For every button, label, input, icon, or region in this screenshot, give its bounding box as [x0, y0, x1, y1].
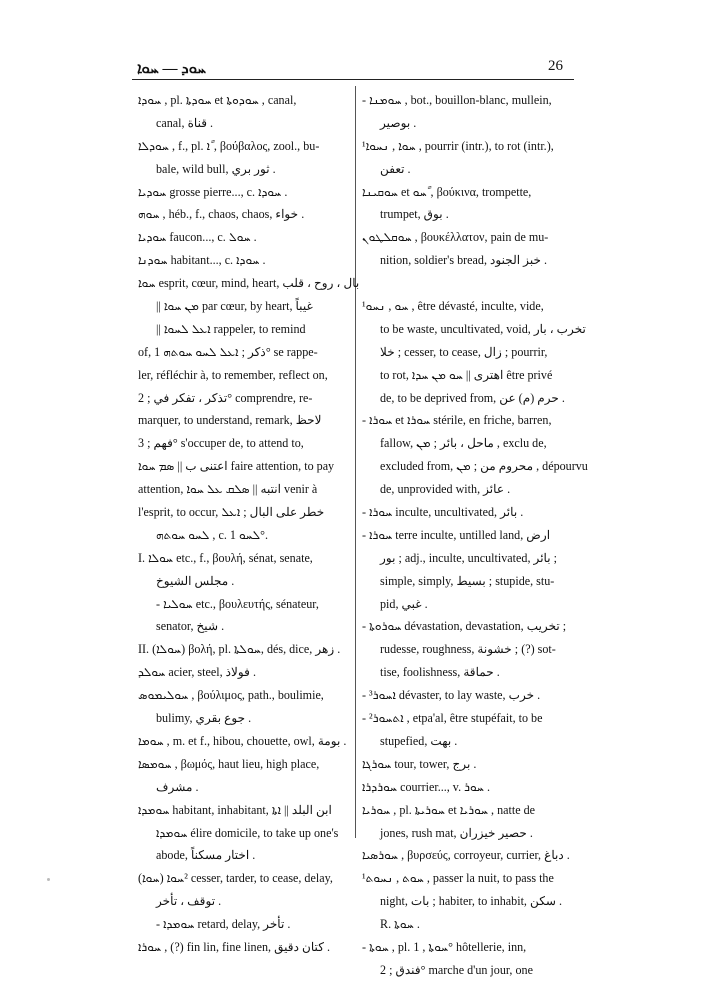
- entry-line: - ܚܘܪܐ terre inculte, untilled land, ارض: [362, 527, 551, 542]
- entry-line: ܚܘܕܢܐ habitant..., c. ܚܘܕܐ .: [138, 253, 266, 268]
- entry-line: ܚܘܠܝܡܘܣ , βούλιμος, path., boulimie,: [138, 688, 324, 703]
- entry-line: attention, انتبه || ܣܠܩ ܥܠ ܚܘܐ venir à: [138, 482, 318, 497]
- running-head: ܚܘܕ — ܚܘܐ: [137, 61, 206, 77]
- entry-line: night, بات ; habiter, to inhabit, سكن .: [380, 894, 563, 909]
- entry-line: ¹ܚܘܬ , ܢܚܘܬ , passer la nuit, to pass the: [362, 871, 554, 886]
- entry-line: bulimy, جوع بقري .: [156, 711, 252, 726]
- entry-line: to rot, اهترى || ܚܘ ܡܢ ܚܕܐ être privé: [380, 367, 553, 382]
- entry-line: fallow, ماحل ، بائر ; ܡܢ , exclu de,: [380, 436, 547, 451]
- entry-line: ܚܘܡܐ , m. et f., hibou, chouette, owl, بومة .: [138, 733, 347, 748]
- entry-line: بور ; adj., inculte, uncultivated, بائر ;: [380, 550, 557, 565]
- entry-line: ܚܘܗ , héb., f., chaos, chaos, خواء .: [138, 207, 305, 222]
- entry-line: ܚܘܪܕܪܐ courrier..., v. ܚܘܪ .: [362, 779, 490, 794]
- entry-line: ܚܘܡܣܐ , βωμός, haut lieu, high place,: [138, 756, 320, 771]
- right-column: [362, 89, 588, 982]
- entry-line: de, to be deprived from, حرم (م) عن .: [380, 390, 565, 405]
- entry-line: de, unprovided with, عائز .: [380, 482, 511, 497]
- entry-line: || ܐܥܠ ܠܚܘܐ rappeler, to remind: [156, 321, 306, 336]
- entry-line: excluded from, محروم من ; ܡܢ , dépourvu: [380, 459, 588, 474]
- entry-line: ܚܘܪܣܝܐ , βυρσεύς, corroyeur, currier, دباغ .: [362, 848, 570, 863]
- entry-line: ler, réfléchir à, to remember, reflect on,: [138, 367, 328, 382]
- entry-line: to be waste, uncultivated, void, تخرب ، بار: [380, 321, 586, 336]
- entry-line: ܚܘܩܠܛܘܢ , βουκέλλατον, pain de mu-: [362, 230, 549, 245]
- entry-line: trumpet, بوق .: [380, 207, 449, 222]
- entry-line: ¹ܚܘܐ , ܢܚܘܐ , pourrir (intr.), to rot (intr.),: [362, 138, 554, 153]
- entry-line: ܚܘܩܝܢܐ et ܚܘ ً, βούκινα, trompette,: [362, 184, 532, 199]
- entry-line: - ²ܐܬܚܘܪ , etpa'al, être stupéfait, to be: [362, 711, 543, 726]
- entry-line: ܚܘܕܐ , pl. ܚܘܕܬܐ et ܚܘܕܘܬܐ , canal,: [138, 93, 297, 107]
- entry-line: ܚܘܡܕܐ élire domicile, to take up one's: [156, 825, 339, 840]
- entry-line: senator, شيخ .: [156, 619, 225, 634]
- entry-line: pid, غبي .: [380, 596, 428, 611]
- column-divider: [355, 86, 356, 838]
- entry-line: [362, 272, 578, 295]
- left-column: [138, 89, 360, 959]
- entry-line: تذكر ، تفكر في ; 2° comprendre, re-: [138, 390, 313, 405]
- entry-line: ܚܘܕܝܐ grosse pierre..., c. ܚܘܕܐ .: [138, 184, 288, 199]
- entry-line: اعتنى ب || ܣܡ ܚܘܐ faire attention, to pay: [138, 459, 335, 474]
- entry-line: - ܚܘܡܢܐ , bot., bouillon-blanc, mullein,: [362, 93, 552, 107]
- entry-line: of, ذكر ; ܐܥܠ ܠܚܘ ܚܘܬܗ 1° se rappe-: [138, 344, 318, 359]
- entry-line: bale, wild bull, ثور بري .: [156, 161, 276, 176]
- entry-line: rudesse, roughness, خشونة ; (?) sot-: [380, 642, 556, 657]
- entry-line: II. (ܚܘܠܐ) βολή, pl. ܚܘܠܬܐ, dés, dice, زهر .: [138, 642, 341, 657]
- entry-line: nition, soldier's bread, خبز الجنود .: [380, 253, 548, 268]
- entry-line: R. ܚܘܬܐ .: [380, 917, 420, 932]
- entry-line: l'esprit, to occur, خطر على البال ; ܐܥܠ: [138, 505, 325, 520]
- entry-line: (ܚܘܐ) ²ܚܘܐ cesser, tarder, to cease, delay,: [138, 871, 333, 886]
- entry-line: tise, foolishness, حماقة .: [380, 665, 500, 680]
- margin-speck: [47, 878, 50, 881]
- page-number: 26: [548, 58, 563, 74]
- entry-line: ܚܘܕܝܐ faucon..., c. ܚܘܠ .: [138, 230, 257, 245]
- entry-line: || ܡܢ ܚܘܐ par cœur, by heart, غيباً: [156, 299, 313, 314]
- entry-line: تعفن .: [380, 161, 411, 176]
- entry-line: فندق ; 2° marche d'un jour, one: [380, 962, 533, 977]
- entry-line: - ܚܘܠܝܐ etc., βουλευτής, sénateur,: [156, 596, 319, 611]
- entry-line: ܚܘܪܐ , (?) fin lin, fine linen, كتان دقيق .: [138, 939, 331, 954]
- entry-line: jones, rush mat, حصير خيزران .: [380, 825, 533, 840]
- entry-line: - ܚܘܪܐ et ܚܘܪܐ stérile, en friche, barren,: [362, 413, 552, 428]
- entry-line: فهم ; 3° s'occuper de, to attend to,: [138, 436, 304, 451]
- entry-line: stupefied, بهت .: [380, 733, 458, 748]
- entry-line: marquer, to understand, remark, لاحظ: [138, 413, 322, 428]
- header-rule: [132, 79, 574, 80]
- entry-line: توقف ، تأخر .: [156, 894, 222, 909]
- entry-line: - ܚܘܪܐ inculte, uncultivated, بائر .: [362, 505, 524, 520]
- entry-line: ¹ܚܘ , ܢܚܘ , être dévasté, inculte, vide,: [362, 299, 544, 314]
- entry-line: - ³ܐܚܘܪ dévaster, to lay waste, خرب .: [362, 688, 541, 703]
- entry-line: canal, قناة .: [156, 115, 214, 130]
- entry-line: خلا ; cesser, to cease, زال ; pourrir,: [380, 344, 548, 359]
- entry-line: ܚܘܠܕ acier, steel, فولاذ .: [138, 665, 256, 680]
- entry-line: abode, اختار مسكناً .: [156, 848, 256, 863]
- entry-line: مجلس الشيوخ .: [156, 573, 235, 588]
- entry-line: I. ܚܘܠܐ etc., f., βουλή, sénat, senate,: [138, 550, 313, 565]
- entry-line: مشرف .: [156, 779, 199, 794]
- entry-line: - ܚܘܬܐ , pl. ܚܘܬܐ , 1° hôtellerie, inn,: [362, 939, 527, 954]
- entry-line: ܚܘܐ esprit, cœur, mind, heart, بال ، روح ، قلب: [138, 276, 360, 291]
- entry-line: - ܚܘܪܘܬܐ dévastation, devastation, تخريب ;: [362, 619, 567, 634]
- entry-line: ܚܘܪܝܐ , pl. ܚܘܪܝܬܐ et ܚܘܪܝܐ , natte de: [362, 802, 536, 817]
- entry-line: ܚܘܪܓܐ tour, tower, برج .: [362, 756, 477, 771]
- entry-line: بوصير .: [380, 115, 417, 130]
- entry-line: simple, simply, بسيط ; stupide, stu-: [380, 573, 555, 588]
- entry-line: ܚܘܕܠܐ , f., pl. ܐ ً, βούβαλος, zool., bu-: [138, 138, 320, 153]
- entry-line: ܚܘܡܕܐ habitant, inhabitant, ابن البلد || ܐܬܐ: [138, 802, 332, 817]
- entry-line: - ܚܘܡܕܐ retard, delay, تأخر .: [156, 917, 291, 932]
- entry-line: ܠܚܘ ܚܘܬܗ , c. ܠܚܘ 1°.: [156, 527, 269, 542]
